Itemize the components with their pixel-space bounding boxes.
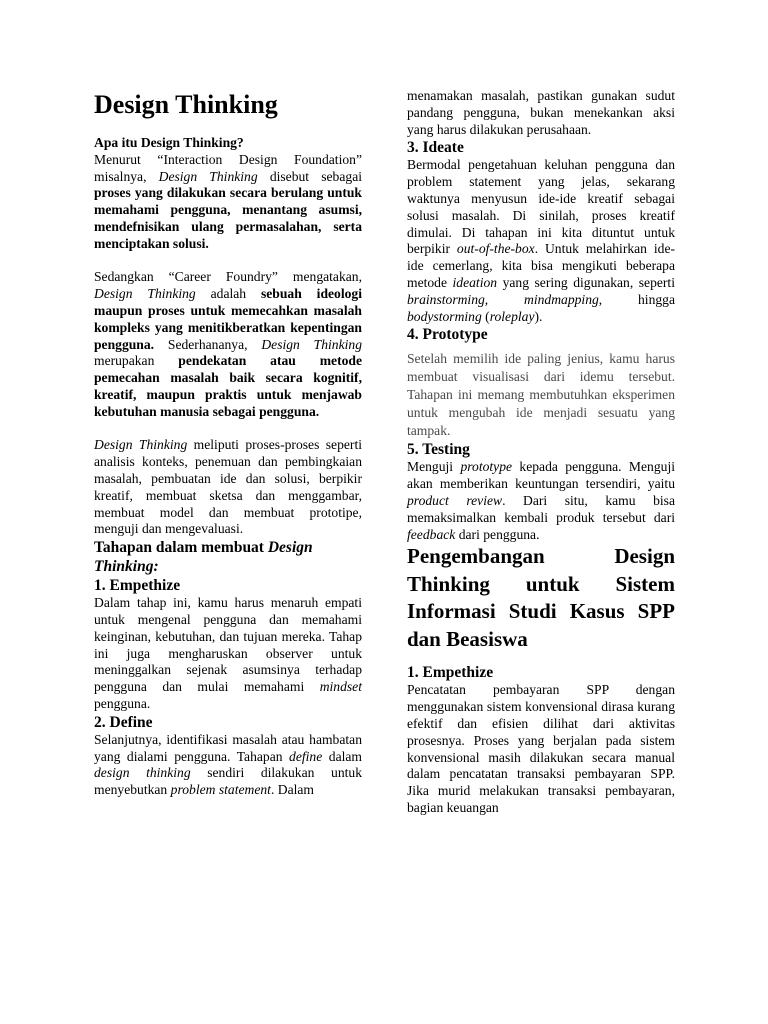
paragraph-scope — [94, 437, 362, 538]
text-run: prototype — [460, 459, 513, 475]
text-run: merupakan — [94, 353, 179, 369]
text-run: . Dari situ, kamu bisa memaksimalkan kembali produk tersebut dari — [407, 492, 675, 525]
right-column — [407, 88, 675, 817]
text-run: Selanjutnya, identifikasi masalah atau hambatan yang dialami pengguna. Tahapan — [94, 731, 362, 764]
text-run: kepada pengguna. Menguji akan memberikan keuntungan tersendiri, yaitu — [407, 459, 675, 492]
text-run: . Untuk melahirkan ide-ide cemerlang, kita bisa mengikuti beberapa metode — [407, 241, 675, 290]
text-run: mindmapping — [524, 291, 599, 307]
step-5-text — [407, 459, 675, 543]
text-run — [488, 292, 524, 307]
text-run: roleplay — [489, 308, 535, 324]
text-run: product review — [407, 492, 503, 508]
text-run: design thinking — [94, 765, 191, 781]
text-run: dalam — [322, 748, 362, 764]
step-4-text: Setelah memilih ide paling jenius, kamu harus membuat visualisasi dari idemu tersebut. Tahapan ini memang membutuhkan eksperimen untuk mengubah ide menjadi sesuatu yang tampak. — [407, 351, 675, 439]
development-heading: Pengembangan Design Thinking untuk Sistem Informasi Studi Kasus SPP dan Beasiswa — [407, 544, 675, 651]
text-run: Design Thinking — [94, 437, 188, 453]
step-1-heading: 1. Empethize — [94, 577, 181, 595]
step-3-heading: 3. Ideate — [407, 139, 464, 157]
text-run: Sederhananya, — [154, 336, 262, 352]
step-1-text — [94, 595, 362, 713]
left-column — [94, 86, 362, 799]
text-run: yang sering digunakan, seperti — [497, 274, 675, 290]
text-run: define — [289, 748, 323, 764]
text-run: proses yang dilakukan secara berulang untuk memahami pengguna, menantang asumsi, mendefnisikan ulang permasalahan, serta menciptakan solusi. — [94, 185, 362, 251]
text-run: ideation — [452, 274, 498, 290]
paragraph-definition-1 — [94, 152, 362, 253]
steps-heading — [94, 538, 362, 576]
text-run: Design Thinking — [158, 168, 258, 184]
text-run: ( — [481, 308, 490, 324]
text-run: problem statement — [170, 782, 271, 798]
step-2-heading: 2. Define — [94, 713, 153, 731]
step-2-text — [94, 732, 362, 799]
text-run: , hingga — [598, 291, 675, 307]
question-heading: Apa itu Design Thinking? — [94, 135, 244, 150]
step-3-text — [407, 157, 675, 325]
text-run: sendiri dilakukan untuk menyebutkan — [94, 765, 362, 798]
text-run: Menurut “Interaction Design Foundation” misalnya, — [94, 151, 362, 184]
text-run: disebut sebagai — [257, 168, 362, 184]
text-run: ). — [534, 308, 543, 324]
step-4-heading: 4. Prototype — [407, 326, 488, 344]
text-run: mindset — [319, 679, 362, 695]
empathize-heading: 1. Empethize — [407, 664, 494, 682]
step-2-continued: menamakan masalah, pastikan gunakan sudut pandang pengguna, bukan menekankan aksi yang harus dilakukan perusahaan. — [407, 88, 675, 137]
text-run: sebuah ideologi maupun proses untuk memecahkan masalah kompleks yang menitikberatkan kepentingan pengguna. — [94, 286, 362, 352]
text-run: Dalam tahap ini, kamu harus menaruh empati untuk mengenal pengguna dan memahami keinginan, kebutuhan, dan tujuan mereka. Tahap ini juga mengharuskan observer untuk meninggalkan sejenak asumsinya terhadap pengguna dan mulai memahami — [94, 595, 362, 695]
empathize-text: Pencatatan pembayaran SPP dengan menggunakan sistem konvensional dirasa kurang efektif dan efisien dilihat dari aktivitas prosesnya. Proses yang berjalan pada sistem konvensional masih dilakukan secara manual dalam pencatatan transaksi pembayaran SPP. Jika murid melakukan transaksi pembayaran, bagian keuangan — [407, 682, 675, 815]
text-run: Sedangkan “Career Foundry” mengatakan, — [94, 269, 362, 285]
text-run: Tahapan dalam membuat — [94, 539, 268, 557]
text-run: dari pengguna. — [455, 526, 540, 542]
text-run: Menguji — [407, 459, 461, 475]
text-run: adalah — [195, 286, 261, 302]
text-run: bodystorming — [407, 308, 482, 324]
text-run: pengguna. — [94, 695, 151, 711]
text-run: pendekatan atau metode pemecahan masalah baik secara kognitif, kreatif, maupun praktis untuk menjawab kebutuhan manusia sebagai pengguna. — [94, 353, 362, 419]
text-run: Design Thinking: — [94, 539, 313, 576]
text-run: . Dalam — [270, 782, 314, 798]
text-run: meliputi proses-proses seperti analisis konteks, penemuan dan pembingkaian masalah, pembuatan ide dan solusi, berpikir kreatif, membuat sketsa dan menggambar, membuat model dan membuat prototipe, menguji dan mengevaluasi. — [94, 437, 362, 537]
page-title: Design Thinking — [94, 90, 278, 119]
paragraph-definition-2 — [94, 269, 362, 420]
text-run: Design Thinking — [261, 336, 362, 352]
text-run: feedback — [407, 526, 456, 542]
text-run: brainstorming, — [407, 291, 489, 307]
text-run: out-of-the-box — [456, 241, 535, 257]
step-5-heading: 5. Testing — [407, 441, 470, 459]
text-run: Bermodal pengetahuan keluhan pengguna dan problem statement yang jelas, sekarang waktunya menyusun ide-ide kreatif sebagai solusi masalah. Di sinilah, proses kreatif dimulai. Di tahapan ini kita dituntut untuk berpikir — [407, 157, 675, 257]
text-run: Design Thinking — [94, 286, 196, 302]
